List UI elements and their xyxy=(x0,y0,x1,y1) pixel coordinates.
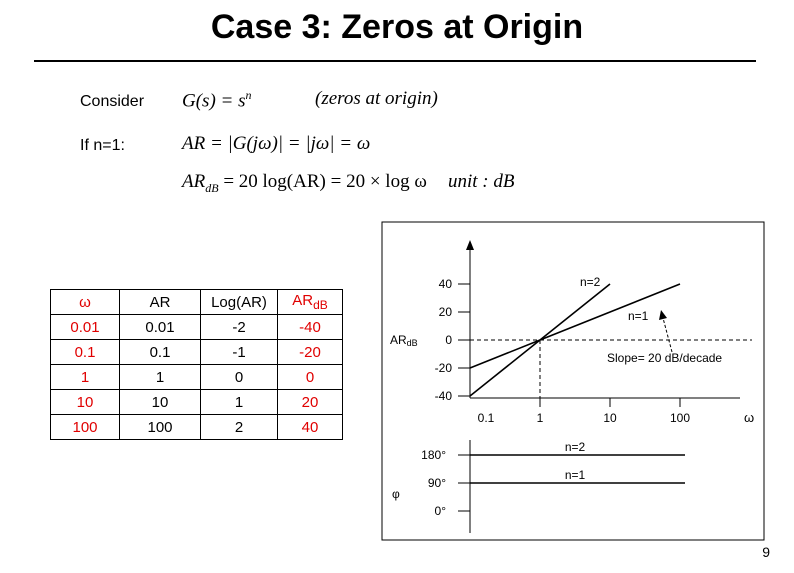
header-logar: Log(AR) xyxy=(201,290,278,315)
table-row: 0.01 0.01 -2 -40 xyxy=(51,315,343,340)
table-row: 10 10 1 20 xyxy=(51,390,343,415)
phase-ytick-label: 0° xyxy=(434,504,446,518)
phase-ytick-label: 90° xyxy=(427,476,446,490)
phase-ytick-label: 180° xyxy=(421,448,446,462)
mag-xtick-label: 100 xyxy=(669,411,691,425)
table-row: 0.1 0.1 -1 -20 xyxy=(51,340,343,365)
mag-y-arrow xyxy=(466,240,474,250)
mag-xtick-label: 0.1 xyxy=(477,411,495,425)
label-n1-mag: n=1 xyxy=(628,309,649,323)
slope-pointer xyxy=(663,318,672,352)
mag-xtick-label: 10 xyxy=(603,411,617,425)
ardb-equation: $AR_{dB} = 20$ log(AR) = 20 × log ω xyxy=(182,171,427,195)
header-omega: ω xyxy=(51,290,120,315)
phase-series-label: n=1 xyxy=(564,468,586,482)
mag-ytick-label: -20 xyxy=(434,361,452,375)
table-row: 1 1 0 0 xyxy=(51,365,343,390)
zeros-note: (zeros at origin) xyxy=(315,88,438,109)
transfer-function: $G(s) = s^n$ xyxy=(182,88,252,112)
plot-frame xyxy=(382,222,764,540)
phase-ylabel: φ xyxy=(392,487,400,501)
mag-ytick-label: 20 xyxy=(438,305,452,319)
mag-ytick-label: 0 xyxy=(445,333,452,347)
mag-xlabel: ω xyxy=(744,410,755,425)
mag-ytick-label: -40 xyxy=(434,389,452,403)
phase-series-label: n=2 xyxy=(564,440,586,454)
mag-ytick-label: 40 xyxy=(438,277,452,291)
mag-xtick-label: 1 xyxy=(536,411,544,425)
mag-ylabel: ARdB xyxy=(390,333,418,348)
table-row: 100 100 2 40 xyxy=(51,415,343,440)
unit-label: unit : dB xyxy=(448,171,515,192)
header-ar: AR xyxy=(120,290,201,315)
slope-pointer-arrowhead xyxy=(659,310,667,320)
consider-label: Consider xyxy=(80,93,145,110)
page-number: 9 xyxy=(762,544,770,560)
ar-equation: AR = |G(jω)| = |jω| = ω xyxy=(182,133,371,154)
slide-title: Case 3: Zeros at Origin xyxy=(210,8,584,46)
header-ardb: $AR_{dB}$ xyxy=(278,290,343,315)
if-label: If n=1: xyxy=(80,137,125,154)
label-n2-mag: n=2 xyxy=(580,275,601,289)
slope-annotation: Slope= 20 dB/decade xyxy=(607,351,723,365)
